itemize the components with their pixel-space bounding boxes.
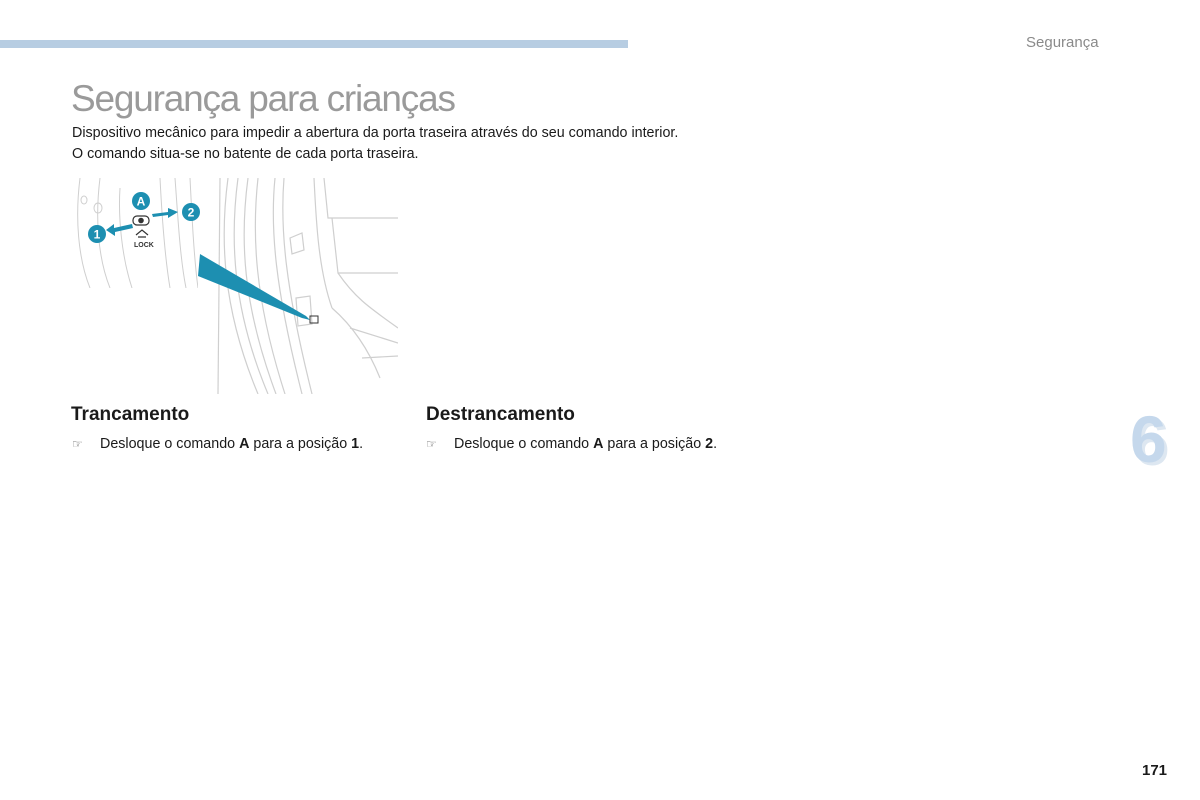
section-name: Segurança: [1026, 34, 1099, 51]
chapter-number: 6: [1130, 402, 1167, 476]
callout-2-label: 2: [187, 205, 195, 220]
callout-1-label: 1: [93, 227, 101, 242]
pointing-hand-icon: ☞: [72, 437, 83, 451]
lock-control-icon: [133, 216, 149, 237]
callout-a-label: A: [136, 194, 146, 209]
page-title: Segurança para crianças: [71, 78, 455, 119]
header-accent-bar: [0, 40, 628, 48]
intro-line-2: O comando situa-se no batente de cada porta traseira.: [72, 146, 419, 162]
locking-instruction: ☞ Desloque o comando A para a posição 1.: [72, 436, 364, 452]
unlocking-heading: Destrancamento: [426, 404, 575, 425]
locking-heading: Trancamento: [71, 404, 190, 425]
unlocking-instruction: ☞ Desloque o comando A para a posição 2.: [426, 436, 718, 452]
child-lock-illustration: [70, 178, 398, 394]
intro-line-1: Dispositivo mecânico para impedir a abertura da porta traseira através do seu comando interior.: [72, 125, 679, 141]
page-number: 171: [1142, 762, 1168, 779]
pointing-hand-icon: ☞: [426, 437, 437, 451]
intro-text: [72, 123, 678, 165]
lock-label: LOCK: [134, 242, 154, 249]
